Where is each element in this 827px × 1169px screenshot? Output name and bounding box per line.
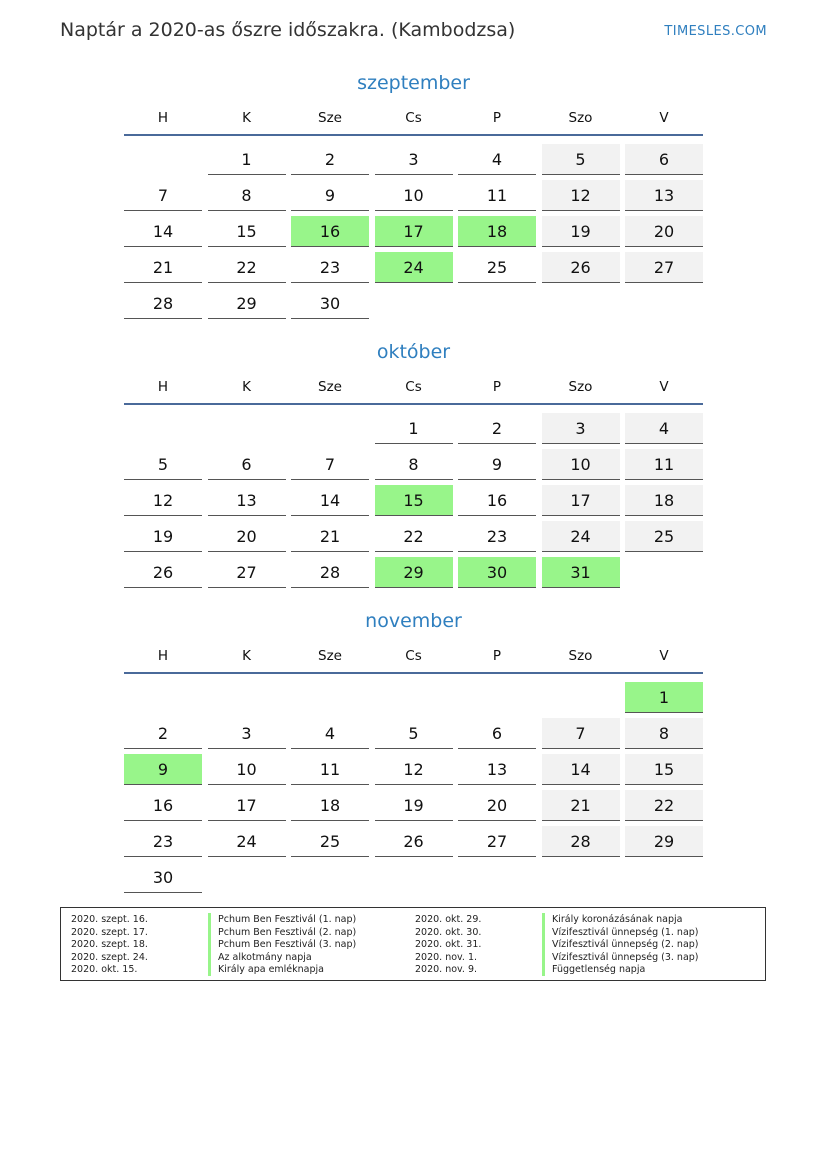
header-divider [124,134,703,136]
day-cell: 6 [458,718,536,749]
day-cell: 25 [458,252,536,283]
weekday-label: P [492,379,502,395]
day-cell: 13 [208,485,286,516]
legend-date: 2020. nov. 1. [415,951,478,963]
month-title: október [376,341,451,363]
day-cell: 9 [291,180,369,211]
weekday-label: Cs [405,379,422,395]
day-cell: 10 [375,180,453,211]
legend-holiday-name: Király apa emléknapja [208,963,324,976]
day-cell: 14 [291,485,369,516]
brand-link[interactable]: TIMESLES.COM [664,24,767,39]
weekday-header [124,108,703,128]
day-cell: 6 [208,449,286,480]
day-cell: 23 [291,252,369,283]
day-cell: 5 [542,144,620,175]
day-cell: 22 [625,790,703,821]
holiday-day-cell: 31 [542,557,620,588]
day-cell: 11 [458,180,536,211]
weekday-label: Sze [318,379,342,395]
day-cell: 28 [124,288,202,319]
day-cell: 25 [625,521,703,552]
day-cell: 7 [124,180,202,211]
day-cell: 23 [458,521,536,552]
holiday-day-cell: 29 [375,557,453,588]
weekday-label: Cs [405,648,422,664]
holiday-day-cell: 1 [625,682,703,713]
weekday-label: P [492,110,502,126]
holiday-day-cell: 30 [458,557,536,588]
day-cell: 11 [291,754,369,785]
holiday-day-cell: 16 [291,216,369,247]
day-cell: 7 [291,449,369,480]
day-cell: 12 [542,180,620,211]
day-cell: 13 [458,754,536,785]
weekday-label: K [242,648,251,664]
day-cell: 8 [375,449,453,480]
day-cell: 24 [208,826,286,857]
day-cell: 29 [208,288,286,319]
day-cell: 5 [124,449,202,480]
day-cell: 24 [542,521,620,552]
day-cell: 4 [458,144,536,175]
holiday-legend [60,907,766,981]
day-cell: 21 [542,790,620,821]
day-cell: 7 [542,718,620,749]
holiday-day-cell: 18 [458,216,536,247]
day-cell: 18 [625,485,703,516]
weekday-label: H [157,379,169,395]
weekday-label: K [242,379,251,395]
day-cell: 28 [542,826,620,857]
weekday-header [124,377,703,397]
day-cell: 27 [458,826,536,857]
day-cell: 16 [458,485,536,516]
weekday-label: H [157,110,169,126]
day-cell: 1 [208,144,286,175]
month-title: szeptember [357,72,470,94]
holiday-day-cell: 15 [375,485,453,516]
legend-holiday-name: Pchum Ben Fesztivál (2. nap) [208,926,356,939]
day-cell: 20 [625,216,703,247]
weekday-label: Sze [318,110,342,126]
day-cell: 19 [124,521,202,552]
day-cell: 20 [458,790,536,821]
weekday-label: V [659,379,669,395]
day-cell: 29 [625,826,703,857]
legend-date: 2020. szept. 17. [71,926,148,938]
weekday-label: Sze [318,648,342,664]
day-cell: 15 [625,754,703,785]
legend-holiday-name: Pchum Ben Fesztivál (3. nap) [208,938,356,951]
day-cell: 16 [124,790,202,821]
day-cell: 13 [625,180,703,211]
day-cell: 9 [458,449,536,480]
day-cell: 27 [625,252,703,283]
legend-date: 2020. okt. 31. [415,939,482,950]
legend-date: 2020. szept. 24. [71,951,148,963]
day-cell: 4 [625,413,703,444]
day-cell: 26 [542,252,620,283]
day-cell: 8 [625,718,703,749]
legend-holiday-name: Pchum Ben Fesztivál (1. nap) [208,913,356,926]
day-cell: 2 [124,718,202,749]
day-cell: 10 [542,449,620,480]
legend-holiday-name: Király koronázásának napja [542,913,682,926]
weekday-label: V [659,648,669,664]
day-cell: 17 [542,485,620,516]
day-cell: 20 [208,521,286,552]
legend-date: 2020. okt. 29. [415,914,482,925]
holiday-day-cell: 17 [375,216,453,247]
legend-date: 2020. okt. 30. [415,926,482,938]
legend-holiday-name: Vízifesztivál ünnepség (1. nap) [542,926,699,939]
weekday-label: Szo [568,648,593,664]
day-cell: 12 [124,485,202,516]
day-cell: 10 [208,754,286,785]
day-cell: 22 [375,521,453,552]
day-cell: 3 [375,144,453,175]
header-divider [124,403,703,405]
day-cell: 30 [124,862,202,893]
day-cell: 8 [208,180,286,211]
day-cell: 1 [375,413,453,444]
legend-date: 2020. szept. 16. [71,914,148,925]
day-cell: 27 [208,557,286,588]
weekday-label: H [157,648,169,664]
day-cell: 15 [208,216,286,247]
weekday-label: P [492,648,502,664]
day-cell: 19 [375,790,453,821]
day-cell: 26 [375,826,453,857]
day-cell: 2 [458,413,536,444]
day-cell: 21 [291,521,369,552]
weekday-label: V [659,110,669,126]
day-cell: 14 [542,754,620,785]
legend-date: 2020. okt. 15. [71,964,138,975]
day-cell: 21 [124,252,202,283]
legend-date: 2020. nov. 9. [415,964,478,975]
day-cell: 6 [625,144,703,175]
legend-date: 2020. szept. 18. [71,939,148,950]
day-cell: 26 [124,557,202,588]
day-cell: 19 [542,216,620,247]
weekday-label: Cs [405,110,422,126]
day-cell: 3 [208,718,286,749]
legend-holiday-name: Vízifesztivál ünnepség (3. nap) [542,951,699,964]
day-cell: 14 [124,216,202,247]
weekday-label: K [242,110,251,126]
day-cell: 4 [291,718,369,749]
month-title: november [365,610,462,632]
weekday-label: Szo [568,110,593,126]
day-cell: 2 [291,144,369,175]
day-cell: 17 [208,790,286,821]
legend-holiday-name: Vízifesztivál ünnepség (2. nap) [542,938,699,951]
day-cell: 23 [124,826,202,857]
legend-holiday-name: Az alkotmány napja [208,951,312,964]
day-cell: 18 [291,790,369,821]
weekday-label: Szo [568,379,593,395]
day-cell: 5 [375,718,453,749]
holiday-day-cell: 9 [124,754,202,785]
day-cell: 28 [291,557,369,588]
holiday-day-cell: 24 [375,252,453,283]
weekday-header [124,646,703,666]
day-cell: 25 [291,826,369,857]
day-cell: 11 [625,449,703,480]
day-cell: 30 [291,288,369,319]
day-cell: 3 [542,413,620,444]
legend-holiday-name: Függetlenség napja [542,963,645,976]
page-title: Naptár a 2020-as őszre időszakra. (Kambodzsa) [60,19,516,41]
header-divider [124,672,703,674]
day-cell: 22 [208,252,286,283]
day-cell: 12 [375,754,453,785]
